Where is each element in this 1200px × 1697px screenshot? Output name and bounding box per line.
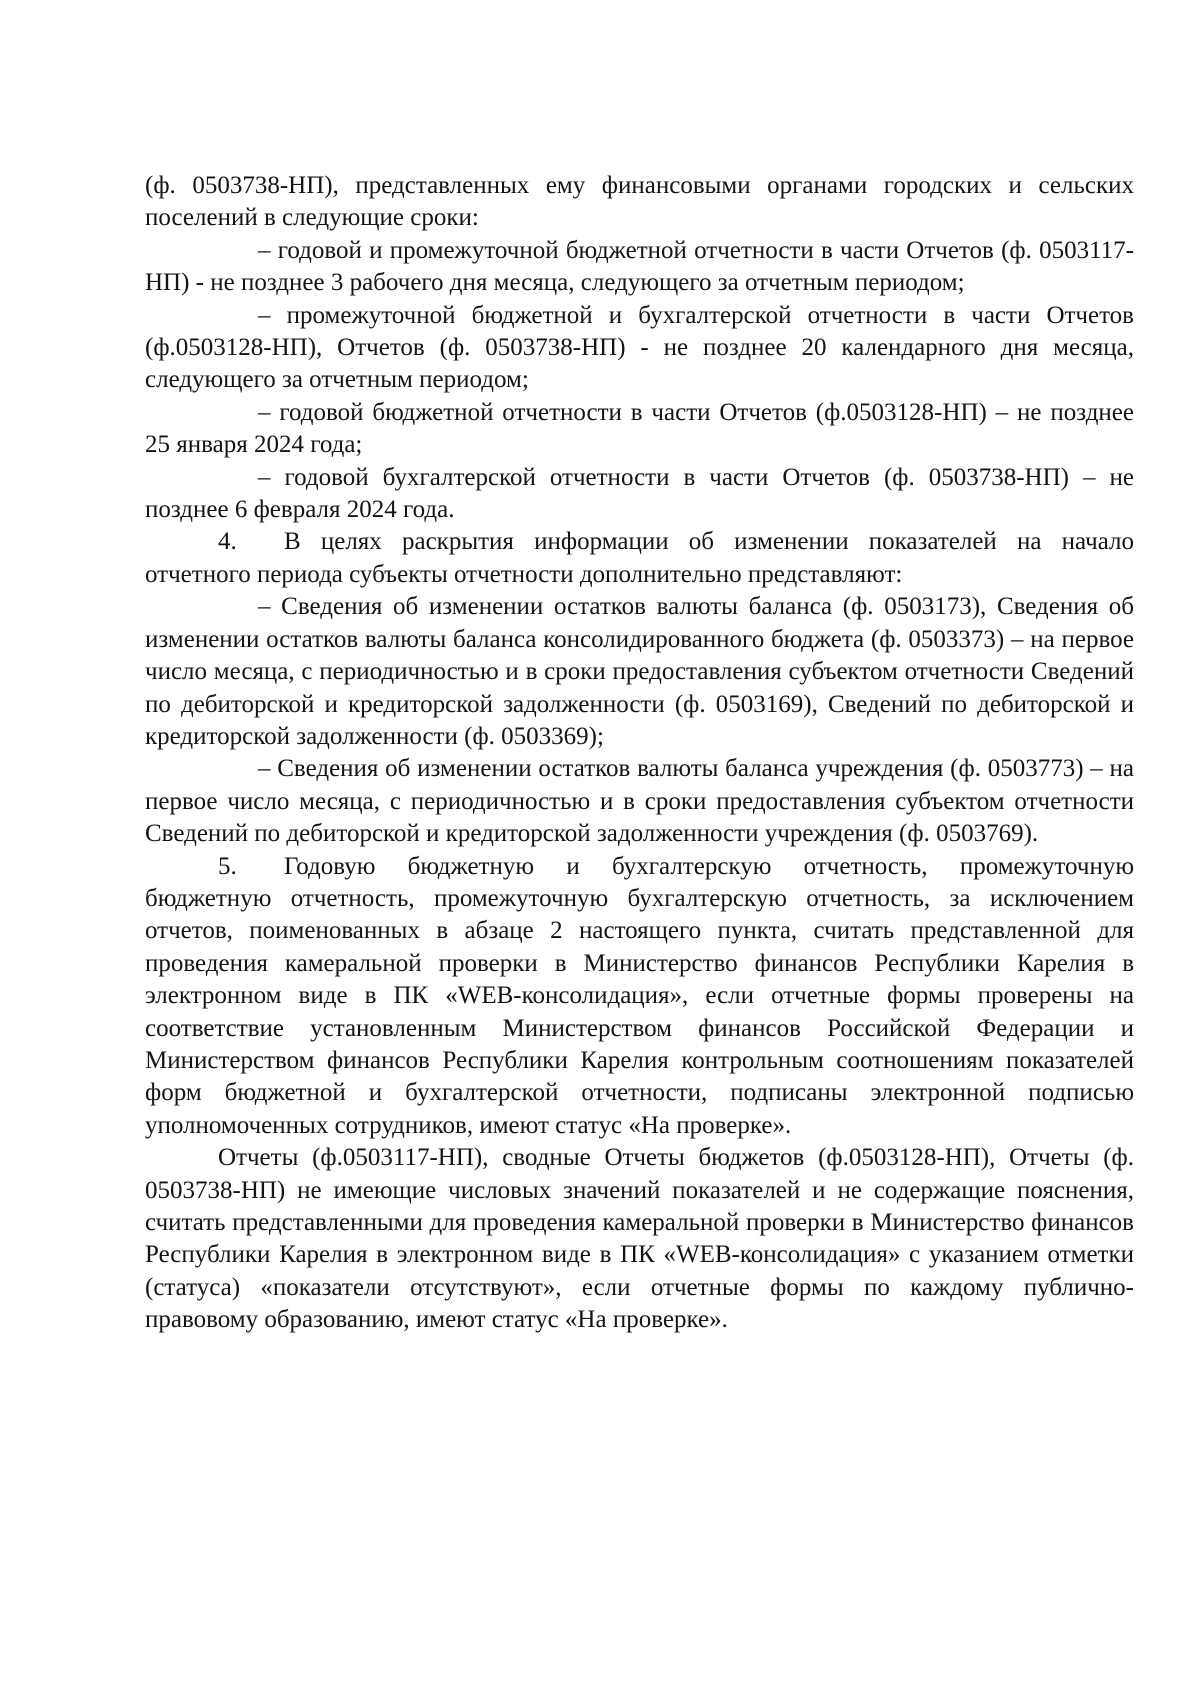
numbered-paragraph-5 [145, 851, 1134, 1143]
deadline-item-interim-accounting: – промежуточной бюджетной и бухгалтерской отчетности в части Отчетов (ф.0503128-НП), Отчетов (ф. 0503738-НП) - не позднее 20 календарного дня месяца, следующего за отчетным периодом; [145, 301, 1134, 394]
numbered-paragraph-4 [145, 526, 1134, 591]
deadline-item-annual-accounting: – годовой бухгалтерской отчетности в части Отчетов (ф. 0503738-НП) – не позднее 6 февраля 2024 года. [145, 463, 1134, 524]
paragraph-number: 5. [218, 852, 237, 880]
paragraph-text: Годовую бюджетную и бухгалтерскую отчетность, промежуточную бюджетную отчетность, промежуточную бухгалтерскую отчетность, за исключением отчетов, поименованных в абзаце 2 настоящего пункта, считать представленной для проведения камеральной проверки в Министерство финансов Республики Карелия в электронном виде в ПК «WEB-консолидация», если отчетные формы проверены на соответствие установленным Министерством финансов Российской Федерации и Министерством финансов Республики Карелия контрольным соотношениям показателей форм бюджетной и бухгалтерской отчетности, подписаны электронной подписью уполномоченных сотрудников, имеют статус «На проверке». [145, 852, 1134, 1139]
paragraph-continuation: (ф. 0503738-НП), представленных ему финансовыми органами городских и сельских поселений в следующие сроки: [145, 172, 1134, 232]
info-item-institution-balance: – Сведения об изменении остатков валюты баланса учреждения (ф. 0503773) – на первое число месяца, с периодичностью и в сроки предоставления субъектом отчетности Сведений по дебиторской и кредиторской задолженности учреждения (ф. 0503769). [145, 755, 1134, 848]
paragraph-number: 4. [218, 528, 237, 556]
document-body [145, 170, 1134, 1337]
paragraph-text: В целях раскрытия информации об изменении показателей на начало отчетного периода субъекты отчетности дополнительно представляют: [145, 528, 1134, 588]
paragraph-reports-no-values: Отчеты (ф.0503117-НП), сводные Отчеты бюджетов (ф.0503128-НП), Отчеты (ф. 0503738-НП) не имеющие числовых значений показателей и не содержащие пояснения, считать представленными для проведения камеральной проверки в Министерство финансов Республики Карелия в электронном виде в ПК «WEB-консолидация» с указанием отметки (статуса) «показатели отсутствуют», если отчетные формы по каждому публично-правовому образованию, имеют статус «На проверке». [145, 1144, 1134, 1334]
deadline-item-annual-interim: – годовой и промежуточной бюджетной отчетности в части Отчетов (ф. 0503117-НП) - не позднее 3 рабочего дня месяца, следующего за отчетным периодом; [145, 236, 1134, 297]
info-item-balance-changes: – Сведения об изменении остатков валюты баланса (ф. 0503173), Сведения об изменении остатков валюты баланса консолидированного бюджета (ф. 0503373) – на первое число месяца, с периодичностью и в сроки предоставления субъектом отчетности Сведений по дебиторской и кредиторской задолженности (ф. 0503169), Сведений по дебиторской и кредиторской задолженности (ф. 0503369); [145, 593, 1134, 750]
deadline-item-annual-budget: – годовой бюджетной отчетности в части Отчетов (ф.0503128-НП) – не позднее 25 января 2024 года; [145, 398, 1134, 459]
